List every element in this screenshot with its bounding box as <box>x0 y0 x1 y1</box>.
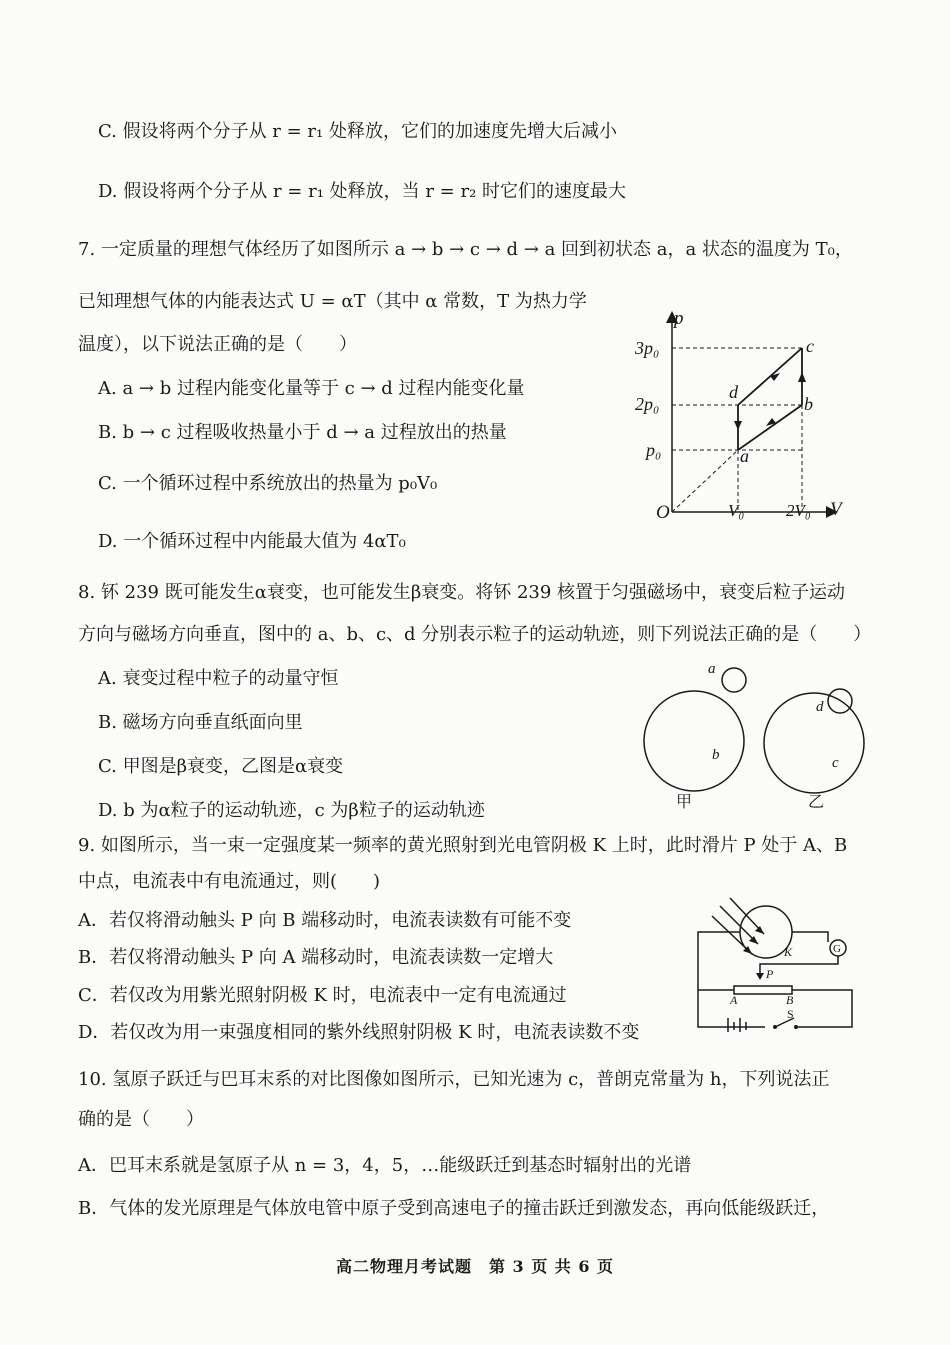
process-ab <box>738 405 802 450</box>
q6-option-d: D. 假设将两个分子从 r = r₁ 处释放，当 r = r₂ 时它们的速度最大 <box>98 181 627 202</box>
point-c: c <box>806 336 814 356</box>
label-p: P <box>766 967 774 981</box>
q8-option-c: C. 甲图是β衰变，乙图是α衰变 <box>98 756 344 777</box>
track-a <box>722 668 746 692</box>
tick-p0: p₀ <box>646 440 662 460</box>
q9-stem-line2: 中点，电流表中有电流通过，则( ) <box>78 871 381 892</box>
q8-option-a: A. 衰变过程中粒子的动量守恒 <box>98 668 339 689</box>
q7-option-a: A. a → b 过程内能变化量等于 c → d 过程内能变化量 <box>98 378 525 399</box>
point-d: d <box>729 382 738 402</box>
tick-3p0: 3p₀ <box>635 338 660 358</box>
label-b: b <box>712 747 720 763</box>
q7-option-d: D. 一个循环过程中内能最大值为 4αT₀ <box>98 531 406 552</box>
process-cd <box>738 348 802 405</box>
q9-option-d: D．若仅改为用一束强度相同的紫外线照射阴极 K 时，电流表读数不变 <box>78 1022 640 1043</box>
p-axis-label: p <box>674 308 684 329</box>
q9-option-a: A．若仅将滑动触头 P 向 B 端移动时，电流表读数有可能不变 <box>78 910 572 931</box>
origin-label: O <box>656 502 670 523</box>
page-footer: 高二物理月考试题 第 3 页 共 6 页 <box>335 1257 615 1276</box>
q8-stem-line1: 8. 钚 239 既可能发生α衰变，也可能发生β衰变。将钚 239 核置于匀强磁场中，衰变后粒子运动 <box>78 582 846 603</box>
tick-2p0: 2p₀ <box>635 394 660 414</box>
q7-stem-line1: 7. 一定质量的理想气体经历了如图所示 a → b → c → d → a 回到初状态 a，a 状态的温度为 T₀， <box>78 239 853 260</box>
track-b <box>644 691 744 791</box>
q10-stem-line2: 确的是（ ） <box>78 1109 204 1130</box>
point-b: b <box>804 394 813 414</box>
tick-2v0: 2V₀ <box>786 501 811 520</box>
decay-tracks-figure <box>636 655 876 820</box>
q8-option-b: B. 磁场方向垂直纸面向里 <box>98 712 303 733</box>
q7-stem-line3: 温度），以下说法正确的是（ ） <box>78 334 357 355</box>
q9-option-c: C．若仅改为用紫光照射阴极 K 时，电流表中一定有电流通过 <box>78 985 567 1006</box>
q8-stem-line2: 方向与磁场方向垂直，图中的 a、b、c、d 分别表示粒子的运动轨迹，则下列说法正确的是（ ） <box>78 624 872 645</box>
label-s: S <box>787 1007 794 1021</box>
label-b-end: B <box>786 993 794 1007</box>
point-a: a <box>740 446 749 466</box>
q6-option-c: C. 假设将两个分子从 r = r₁ 处释放，它们的加速度先增大后减小 <box>98 121 617 142</box>
rheostat <box>734 986 792 994</box>
q10-option-b: B．气体的发光原理是气体放电管中原子受到高速电子的撞击跃迁到激发态，再向低能级跃迁， <box>78 1198 830 1219</box>
label-a: a <box>708 661 716 677</box>
label-g: G <box>833 943 841 955</box>
tick-v0: V₀ <box>728 501 745 520</box>
caption-jia: 甲 <box>676 794 693 811</box>
q9-stem-line1: 9. 如图所示，当一束一定强度某一频率的黄光照射到光电管阴极 K 上时，此时滑片 P 处于 A、B <box>78 835 848 856</box>
q7-option-c: C. 一个循环过程中系统放出的热量为 p₀V₀ <box>98 473 438 494</box>
label-a-end: A <box>730 993 738 1007</box>
q8-option-d: D. b 为α粒子的运动轨迹，c 为β粒子的运动轨迹 <box>98 800 485 821</box>
label-c: c <box>832 755 839 771</box>
caption-yi: 乙 <box>808 794 825 811</box>
q7-stem-line2: 已知理想气体的内能表达式 U = αT（其中 α 常数，T 为热力学 <box>78 291 587 312</box>
q9-option-b: B．若仅将滑动触头 P 向 A 端移动时，电流表读数一定增大 <box>78 947 554 968</box>
q10-stem-line1: 10. 氢原子跃迁与巴耳末系的对比图像如图所示，已知光速为 c，普朗克常量为 h，下列说法正 <box>78 1069 830 1090</box>
v-axis-label: V <box>830 499 842 520</box>
label-k: K <box>784 945 793 959</box>
pv-diagram <box>630 300 855 525</box>
photoelectric-circuit <box>690 882 860 1032</box>
q10-option-a: A．巴耳末系就是氢原子从 n = 3，4，5，…能级跃迁到基态时辐射出的光谱 <box>78 1155 692 1176</box>
label-d: d <box>816 699 824 715</box>
q7-option-b: B. b → c 过程吸收热量小于 d → a 过程放出的热量 <box>98 422 507 443</box>
